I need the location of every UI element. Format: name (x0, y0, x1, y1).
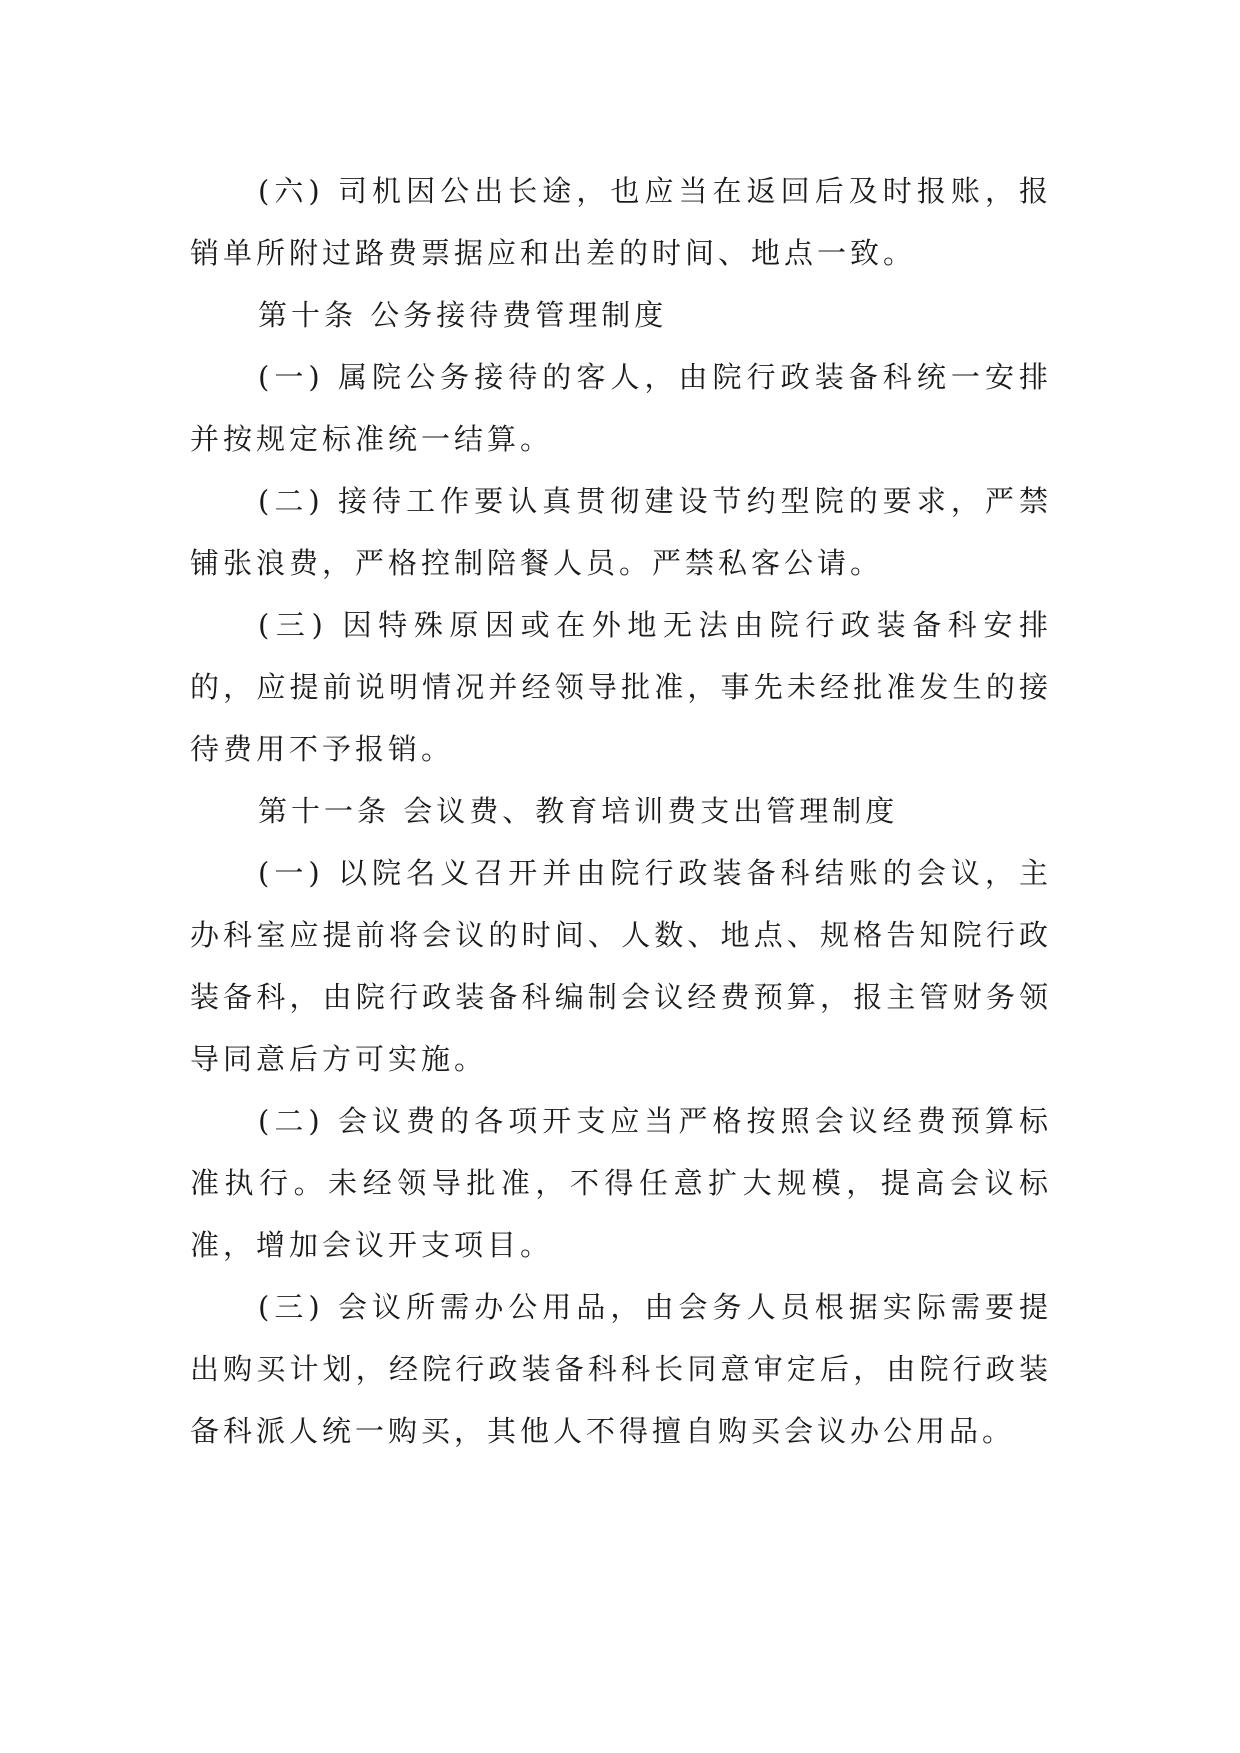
document-body (190, 160, 1052, 1462)
paragraph-meeting-item-1: (一) 以院名义召开并由院行政装备科结账的会议，主办科室应提前将会议的时间、人数、地点、规格告知院行政装备科，由院行政装备科编制会议经费预算，报主管财务领导同意后方可实施。 (190, 856, 1052, 1076)
paragraph-meeting-item-2: (二) 会议费的各项开支应当严格按照会议经费预算标准执行。未经领导批准，不得任意扩大规模，提高会议标准，增加会议开支项目。 (190, 1104, 1052, 1262)
article-10-heading: 第十条 公务接待费管理制度 (258, 298, 668, 332)
paragraph-item-6-driver-reimbursement: (六) 司机因公出长途，也应当在返回后及时报账，报销单所附过路费票据应和出差的时间、地点一致。 (190, 174, 1052, 270)
article-11-heading: 第十一条 会议费、教育培训费支出管理制度 (258, 794, 899, 828)
paragraph-reception-item-3: (三) 因特殊原因或在外地无法由院行政装备科安排的，应提前说明情况并经领导批准，事先未经批准发生的接待费用不予报销。 (190, 608, 1052, 766)
paragraph-reception-item-2: (二) 接待工作要认真贯彻建设节约型院的要求，严禁铺张浪费，严格控制陪餐人员。严禁私客公请。 (190, 484, 1052, 580)
paragraph-meeting-item-3: (三) 会议所需办公用品，由会务人员根据实际需要提出购买计划，经院行政装备科科长同意审定后，由院行政装备科派人统一购买，其他人不得擅自购买会议办公用品。 (190, 1290, 1052, 1448)
paragraph-reception-item-1: (一) 属院公务接待的客人，由院行政装备科统一安排并按规定标准统一结算。 (190, 360, 1052, 456)
